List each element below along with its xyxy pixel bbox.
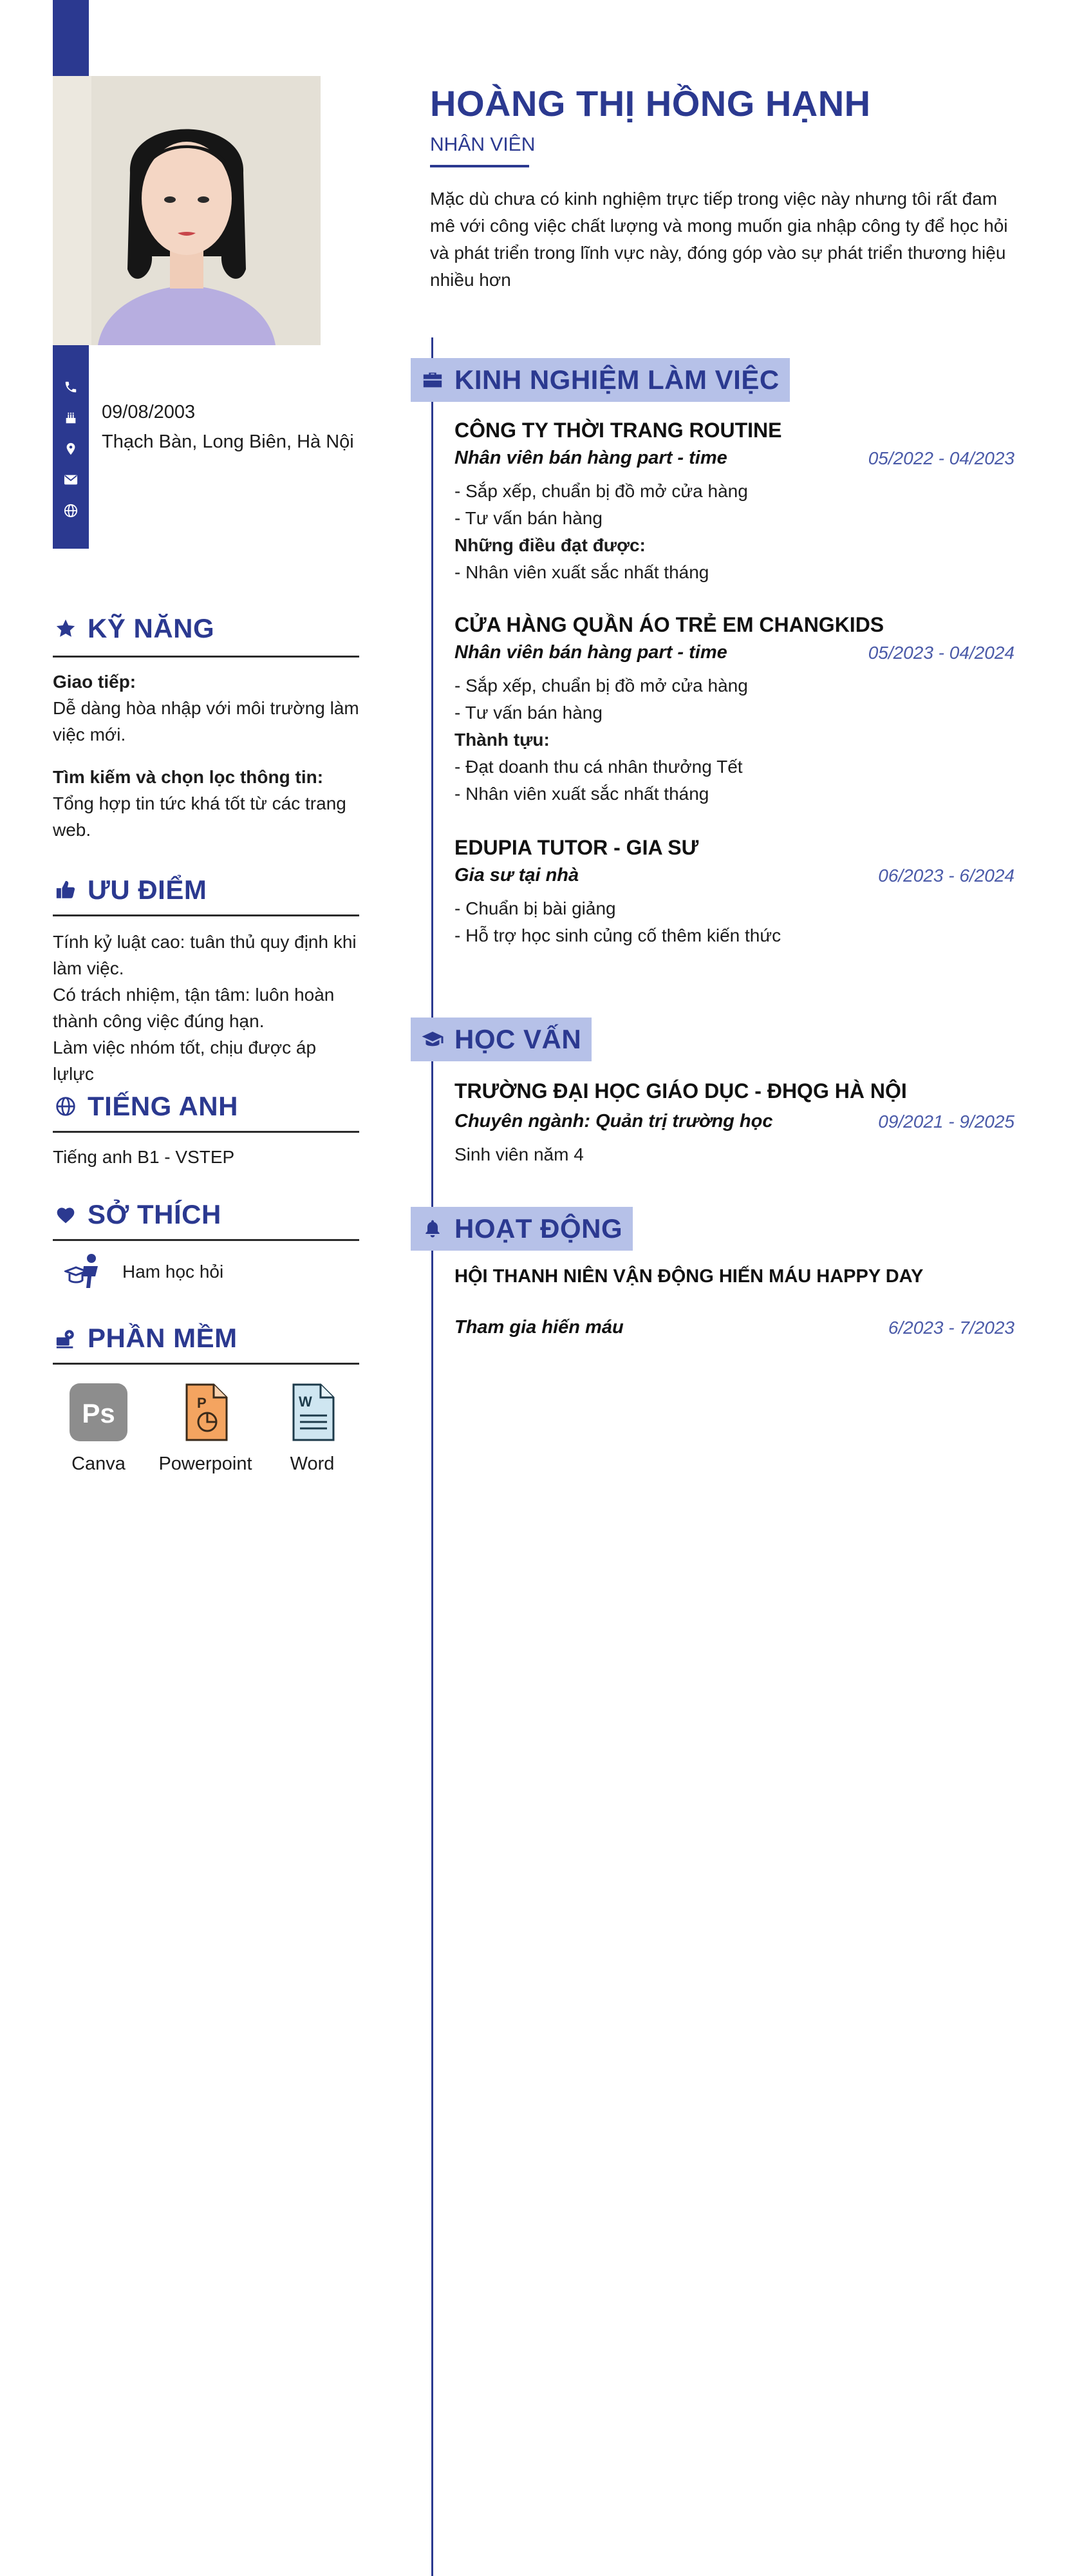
globe-icon bbox=[53, 1094, 79, 1119]
english-level: Tiếng anh B1 - VSTEP bbox=[53, 1147, 235, 1167]
skill-item bbox=[53, 764, 359, 843]
strength-line: Có trách nhiệm, tận tâm: luôn hoàn thành công việc đúng hạn. bbox=[53, 985, 335, 1031]
strength-line: Làm việc nhóm tốt, chịu được áp lựlực bbox=[53, 1037, 317, 1084]
english-section-title: TIẾNG ANH bbox=[53, 1091, 359, 1122]
hobbies-rule bbox=[53, 1239, 359, 1241]
software-label: Word bbox=[290, 1454, 335, 1474]
strengths-section-title: ƯU ĐIỂM bbox=[53, 875, 359, 905]
organization-name: HỘI THANH NIÊN VẬN ĐỘNG HIẾN MÁU HAPPY DAY bbox=[454, 1266, 924, 1287]
header-accent-tab bbox=[53, 0, 89, 77]
school-name: TRƯỜNG ĐẠI HỌC GIÁO DỤC - ĐHQG HÀ NỘI bbox=[454, 1079, 907, 1103]
major: Chuyên ngành: Quản trị trường học bbox=[454, 1111, 773, 1132]
software-item bbox=[50, 1382, 147, 1475]
software-item bbox=[264, 1382, 360, 1475]
strengths-list bbox=[53, 929, 359, 1087]
svg-text:P: P bbox=[197, 1395, 207, 1411]
birthday-text: 09/08/2003 bbox=[102, 402, 196, 422]
english-rule bbox=[53, 1131, 359, 1133]
software-item bbox=[157, 1382, 254, 1475]
experience-entry bbox=[454, 836, 1015, 949]
job-details: - Sắp xếp, chuẩn bị đồ mở cửa hàng - Tư vấn bán hàng Những điều đạt được: - Nhân viên xuất sắc nhất tháng bbox=[454, 481, 748, 582]
major-row bbox=[454, 1111, 1015, 1132]
globe-icon bbox=[53, 501, 89, 520]
position-row bbox=[454, 448, 1015, 469]
software-label: Powerpoint bbox=[158, 1454, 252, 1474]
strength-line: Tính kỷ luật cao: tuân thủ quy định khi làm việc. bbox=[53, 932, 357, 978]
position-title: Nhân viên bán hàng part - time bbox=[454, 448, 727, 468]
briefcase-icon bbox=[420, 367, 445, 393]
activity-role: Tham gia hiến máu bbox=[454, 1317, 624, 1338]
hobbies-section-title: SỞ THÍCH bbox=[53, 1199, 359, 1230]
company-name: CỬA HÀNG QUẦN ÁO TRẺ EM CHANGKIDS bbox=[454, 613, 884, 636]
position-row bbox=[454, 865, 1015, 886]
career-summary: Mặc dù chưa có kinh nghiệm trực tiếp trong việc này nhưng tôi rất đam mê với công việc chất lượng và mong muốn gia nhập công ty để học hỏi và phát triển trong lĩnh vực này, đóng góp vào sự phát triển thương hiệu nhiều hơn bbox=[430, 189, 1008, 290]
title-underline bbox=[430, 165, 529, 167]
strengths-rule bbox=[53, 914, 359, 916]
thumbs-up-icon bbox=[53, 877, 79, 903]
email-icon bbox=[53, 470, 89, 489]
photoshop-icon bbox=[68, 1382, 129, 1443]
profile-photo bbox=[53, 76, 321, 345]
heart-icon bbox=[53, 1202, 79, 1227]
company-name: CÔNG TY THỜI TRANG ROUTINE bbox=[454, 419, 782, 442]
full-name: HOÀNG THỊ HỒNG HẠNH bbox=[430, 83, 871, 124]
experience-entry bbox=[454, 613, 1015, 808]
location-icon bbox=[53, 439, 89, 459]
star-icon bbox=[53, 616, 79, 641]
software-section-title: PHẦN MỀM bbox=[53, 1323, 359, 1354]
activity-entry bbox=[454, 1266, 1015, 1338]
skills-section-title: KỸ NĂNG bbox=[53, 613, 359, 644]
contact-icon-bar bbox=[53, 345, 89, 549]
skill-item bbox=[53, 668, 359, 748]
date-range: 05/2022 - 04/2023 bbox=[868, 448, 1015, 468]
learning-icon bbox=[64, 1252, 106, 1291]
phone-icon bbox=[53, 377, 89, 397]
powerpoint-icon bbox=[175, 1382, 236, 1443]
job-details: - Sắp xếp, chuẩn bị đồ mở cửa hàng - Tư vấn bán hàng Thành tựu: - Đạt doanh thu cá nhân thưởng Tết - Nhân viên xuất sắc nhất tháng bbox=[454, 676, 748, 804]
job-title: NHÂN VIÊN bbox=[430, 134, 536, 155]
date-range: 06/2023 - 6/2024 bbox=[878, 865, 1015, 886]
svg-text:Ps: Ps bbox=[82, 1398, 115, 1428]
software-icon bbox=[53, 1325, 79, 1351]
skill-desc: Dễ dàng hòa nhập với môi trường làm việc mới. bbox=[53, 698, 359, 744]
position-title: Gia sư tại nhà bbox=[454, 865, 579, 886]
skill-desc: Tổng hợp tin tức khá tốt từ các trang web. bbox=[53, 793, 346, 840]
company-name: EDUPIA TUTOR - GIA SƯ bbox=[454, 836, 699, 859]
skill-name: Giao tiếp: bbox=[53, 672, 136, 692]
word-icon bbox=[282, 1382, 342, 1443]
cake-icon bbox=[53, 408, 89, 428]
skill-name: Tìm kiếm và chọn lọc thông tin: bbox=[53, 767, 324, 787]
svg-text:W: W bbox=[299, 1394, 312, 1410]
position-title: Nhân viên bán hàng part - time bbox=[454, 642, 727, 663]
education-section-title: HỌC VẤN bbox=[411, 1018, 592, 1061]
bell-icon bbox=[420, 1216, 445, 1242]
address-text: Thạch Bàn, Long Biên, Hà Nội bbox=[102, 431, 354, 452]
activities-section-title: HOẠT ĐỘNG bbox=[411, 1207, 633, 1251]
graduation-cap-icon bbox=[420, 1027, 445, 1052]
date-range: 6/2023 - 7/2023 bbox=[888, 1317, 1015, 1338]
activity-row bbox=[454, 1317, 1015, 1338]
education-note: Sinh viên năm 4 bbox=[454, 1144, 584, 1164]
skills-rule bbox=[53, 656, 359, 658]
position-row bbox=[454, 642, 1015, 663]
experience-entry bbox=[454, 419, 1015, 586]
timeline-line bbox=[431, 337, 433, 2576]
software-rule bbox=[53, 1363, 359, 1365]
hobby-text: Ham học hỏi bbox=[122, 1262, 224, 1282]
date-range: 05/2023 - 04/2024 bbox=[868, 642, 1015, 663]
experience-section-title: KINH NGHIỆM LÀM VIỆC bbox=[411, 358, 790, 402]
job-details: - Chuẩn bị bài giảng - Hỗ trợ học sinh củng cố thêm kiến thức bbox=[454, 898, 781, 945]
software-label: Canva bbox=[71, 1454, 126, 1474]
education-entry bbox=[454, 1079, 1015, 1168]
date-range: 09/2021 - 9/2025 bbox=[878, 1111, 1015, 1132]
avatar bbox=[53, 76, 321, 345]
